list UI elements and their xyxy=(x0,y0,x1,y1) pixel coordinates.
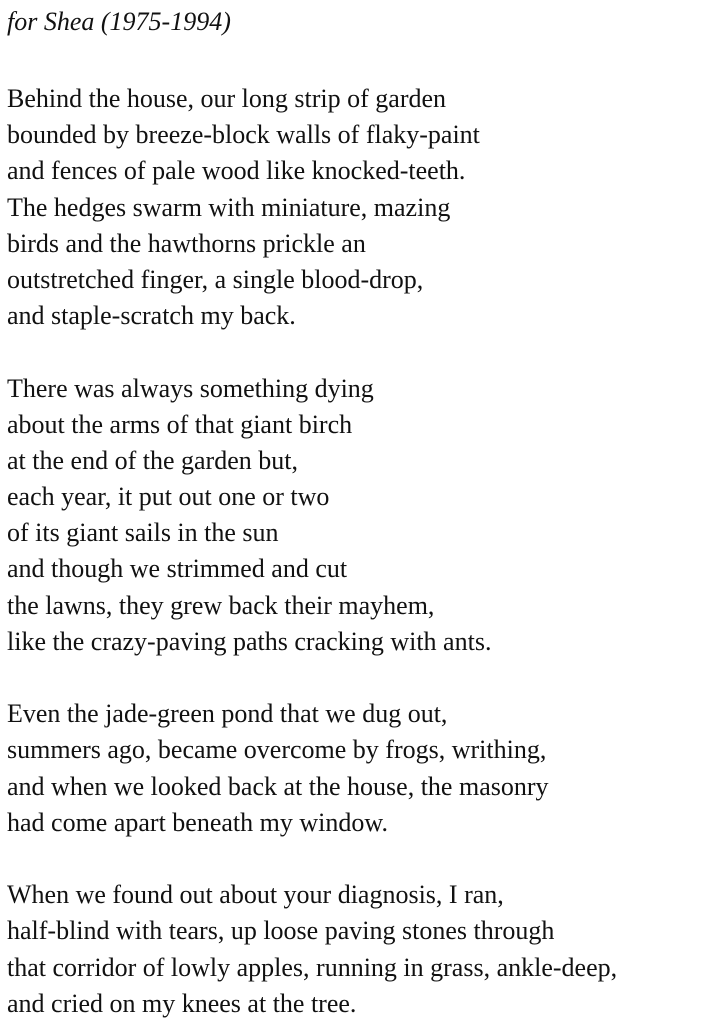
poem-line: outstretched finger, a single blood-drop, xyxy=(7,264,424,294)
poem-line: like the crazy-paving paths cracking with ants. xyxy=(7,626,492,656)
stanza-2 xyxy=(7,371,707,661)
poem-line: The hedges swarm with miniature, mazing xyxy=(7,192,451,222)
stanza-1 xyxy=(7,81,707,334)
spacer xyxy=(7,40,707,81)
poem-line: about the arms of that giant birch xyxy=(7,409,353,439)
poem-line: that corridor of lowly apples, running in grass, ankle-deep, xyxy=(7,952,618,982)
poem-line: When we found out about your diagnosis, I ran, xyxy=(7,880,504,910)
poem-line: There was always something dying xyxy=(7,373,374,403)
stanza-4 xyxy=(7,877,707,1022)
dedication: for Shea (1975-1994) xyxy=(7,7,231,36)
poem-line: and though we strimmed and cut xyxy=(7,554,348,584)
stanza-break xyxy=(7,660,707,696)
poem-line: and staple-scratch my back. xyxy=(7,301,296,331)
poem-line: the lawns, they grew back their mayhem, xyxy=(7,590,435,620)
poem xyxy=(7,0,707,1022)
poem-line: each year, it put out one or two xyxy=(7,482,330,512)
poem-line: bounded by breeze-block walls of flaky-paint xyxy=(7,120,480,150)
poem-line: and fences of pale wood like knocked-teeth. xyxy=(7,156,466,186)
poem-line: and when we looked back at the house, the masonry xyxy=(7,771,549,801)
poem-line: Even the jade-green pond that we dug out, xyxy=(7,699,448,729)
stanza-break xyxy=(7,334,707,370)
stanza-3 xyxy=(7,696,707,841)
poem-line: of its giant sails in the sun xyxy=(7,518,279,548)
stanza-break xyxy=(7,841,707,877)
poem-line: and cried on my knees at the tree. xyxy=(7,988,357,1018)
poem-line: at the end of the garden but, xyxy=(7,445,298,475)
poem-line: Behind the house, our long strip of garden xyxy=(7,84,447,113)
poem-line: had come apart beneath my window. xyxy=(7,807,388,837)
poem-line: summers ago, became overcome by frogs, writhing, xyxy=(7,735,547,765)
poem-line: half-blind with tears, up loose paving stones through xyxy=(7,916,555,946)
poem-line: birds and the hawthorns prickle an xyxy=(7,228,366,258)
